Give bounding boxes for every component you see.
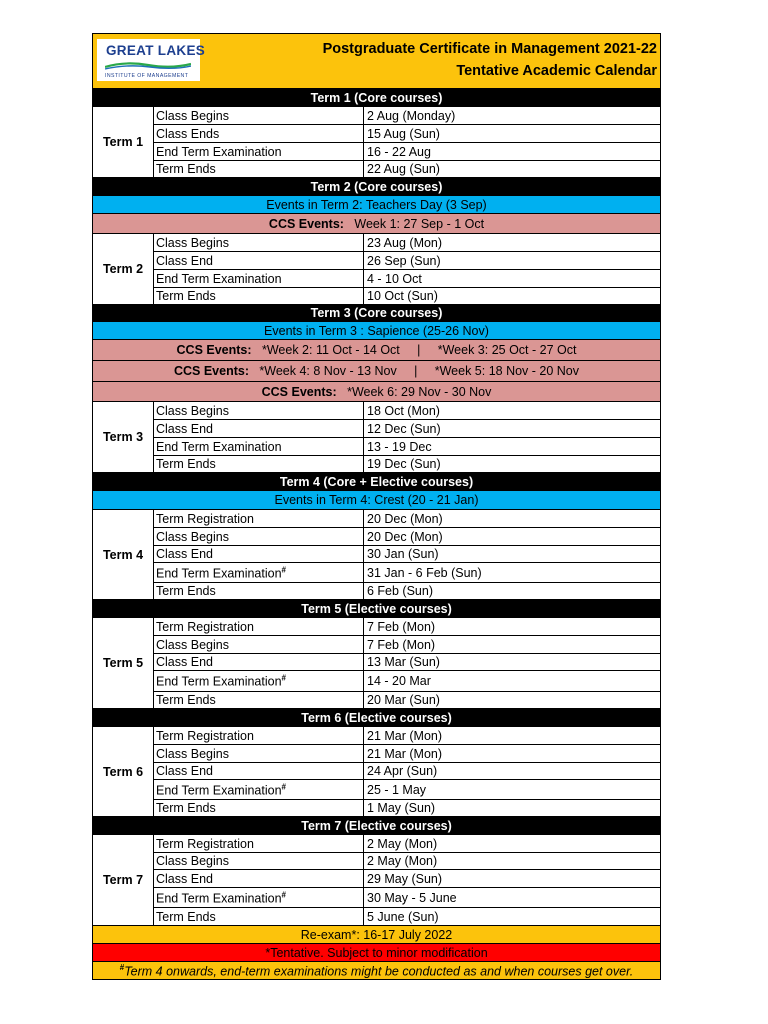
term2-events-note: Events in Term 2: Teachers Day (3 Sep): [93, 195, 660, 213]
term7-label: Term 7: [93, 834, 154, 925]
table-row: End Term Examination# 31 Jan - 6 Feb (Sun): [154, 562, 660, 582]
term3-ccs-events-2: CCS Events: *Week 4: 8 Nov - 13 Nov | *Week 5: 18 Nov - 20 Nov: [93, 360, 660, 381]
table-row: Class Begins 20 Dec (Mon): [154, 527, 660, 545]
term6-banner: Term 6 (Elective courses): [93, 708, 660, 726]
table-row: End Term Examination 4 - 10 Oct: [154, 269, 660, 287]
table-row: Class Ends 15 Aug (Sun): [154, 124, 660, 142]
table-row: Term Ends 5 June (Sun): [154, 907, 660, 925]
table-row: Class End 24 Apr (Sun): [154, 762, 660, 779]
table-row: Term Ends 22 Aug (Sun): [154, 160, 660, 177]
table-row: Class Begins 7 Feb (Mon): [154, 635, 660, 653]
table-row: Term Registration 21 Mar (Mon): [154, 726, 660, 744]
academic-calendar-sheet: [92, 33, 661, 980]
table-row: End Term Examination 16 - 22 Aug: [154, 142, 660, 160]
table-row: Term Registration 20 Dec (Mon): [154, 509, 660, 527]
term3-events-note: Events in Term 3 : Sapience (25-26 Nov): [93, 321, 660, 339]
term3-ccs-events-1: CCS Events: *Week 2: 11 Oct - 14 Oct | *Week 3: 25 Oct - 27 Oct: [93, 339, 660, 360]
table-row: Class End 29 May (Sun): [154, 869, 660, 887]
page-subtitle: Tentative Academic Calendar: [456, 63, 657, 79]
table-row: Class End 30 Jan (Sun): [154, 545, 660, 562]
term3-banner: Term 3 (Core courses): [93, 304, 660, 321]
term2-ccs-events: CCS Events: Week 1: 27 Sep - 1 Oct: [93, 213, 660, 233]
table-row: End Term Examination# 14 - 20 Mar: [154, 670, 660, 691]
term4-label: Term 4: [93, 509, 154, 599]
term4-banner: Term 4 (Core + Elective courses): [93, 472, 660, 490]
table-row: Term Registration 2 May (Mon): [154, 834, 660, 852]
table-row: Term Registration 7 Feb (Mon): [154, 617, 660, 635]
term1-banner: Term 1 (Core courses): [93, 88, 660, 106]
great-lakes-logo: [97, 39, 206, 81]
table-row: Term Ends 6 Feb (Sun): [154, 582, 660, 599]
table-row: End Term Examination 13 - 19 Dec: [154, 437, 660, 455]
table-row: Term Ends 19 Dec (Sun): [154, 455, 660, 472]
table-row: Class End 13 Mar (Sun): [154, 653, 660, 670]
term3-ccs-events-3: CCS Events: *Week 6: 29 Nov - 30 Nov: [93, 381, 660, 401]
logo-name: GREAT LAKES: [106, 43, 206, 58]
table-row: Term Ends 20 Mar (Sun): [154, 691, 660, 708]
term3-label: Term 3: [93, 401, 154, 472]
term6-label: Term 6: [93, 726, 154, 816]
table-row: Term Ends 10 Oct (Sun): [154, 287, 660, 304]
table-row: Class Begins 2 May (Mon): [154, 852, 660, 869]
table-row: End Term Examination# 25 - 1 May: [154, 779, 660, 799]
page-title: Postgraduate Certificate in Management 2021-22: [322, 41, 657, 57]
term2-label: Term 2: [93, 233, 154, 304]
table-row: Term Ends 1 May (Sun): [154, 799, 660, 816]
calendar-header: [93, 34, 660, 88]
table-row: Class Begins 23 Aug (Mon): [154, 233, 660, 251]
tentative-note: *Tentative. Subject to minor modification: [93, 943, 660, 961]
term4-events-note: Events in Term 4: Crest (20 - 21 Jan): [93, 490, 660, 509]
reexam-note: Re-exam*: 16-17 July 2022: [93, 925, 660, 943]
table-row: Class End 26 Sep (Sun): [154, 251, 660, 269]
table-row: Class Begins 2 Aug (Monday): [154, 106, 660, 124]
term5-label: Term 5: [93, 617, 154, 708]
term7-banner: Term 7 (Elective courses): [93, 816, 660, 834]
examination-footnote: #Term 4 onwards, end-term examinations might be conducted as and when courses get over.: [93, 961, 660, 979]
table-row: Class End 12 Dec (Sun): [154, 419, 660, 437]
term5-banner: Term 5 (Elective courses): [93, 599, 660, 617]
table-row: Class Begins 18 Oct (Mon): [154, 401, 660, 419]
logo-subtitle: INSTITUTE OF MANAGEMENT: [105, 73, 189, 79]
term1-label: Term 1: [93, 106, 154, 177]
table-row: End Term Examination# 30 May - 5 June: [154, 887, 660, 907]
logo-wave-icon: [105, 61, 191, 70]
term2-banner: Term 2 (Core courses): [93, 177, 660, 195]
table-row: Class Begins 21 Mar (Mon): [154, 744, 660, 762]
